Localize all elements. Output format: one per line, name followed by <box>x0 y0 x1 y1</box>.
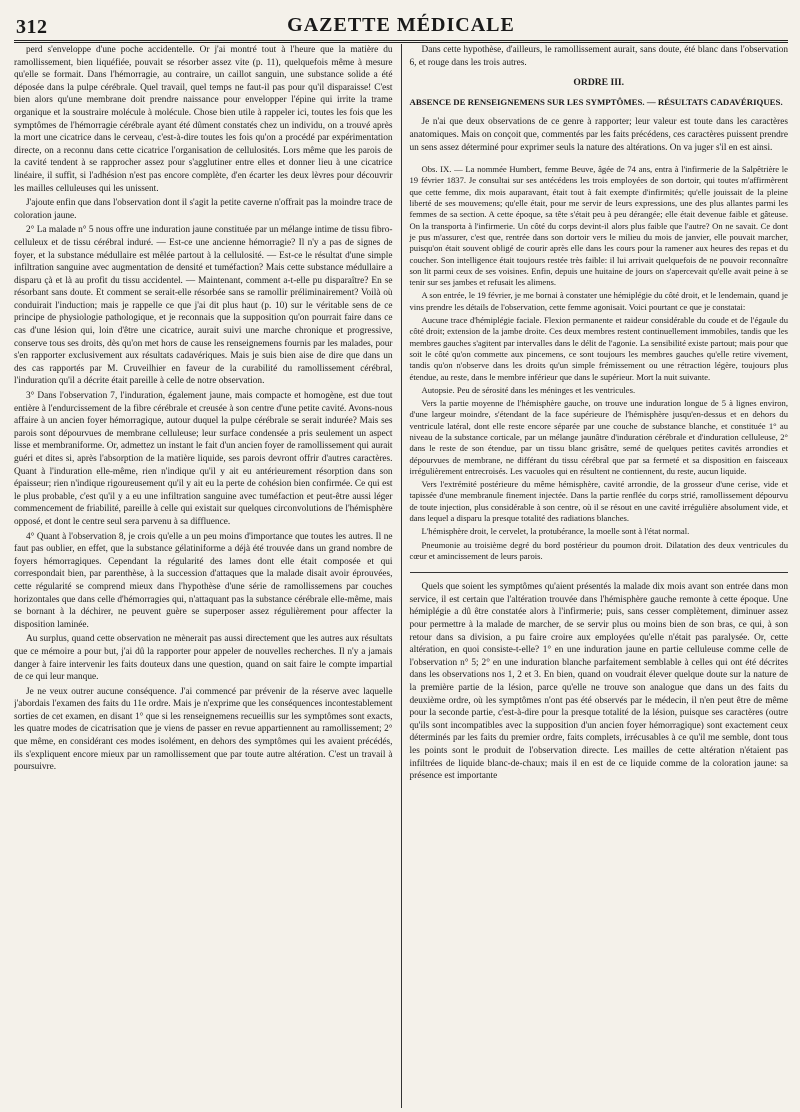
paragraph: perd s'enveloppe d'une poche accidentelle. Or j'ai montré tout à l'heure que la matière du ramollissement, bien liquéfiée, pouvait se résorber assez vite (p. 11), quelquefois même à mesure qu'elle se formait. Dans l'hémorragie, au contraire, un caillot sanguin, une substance solide a été déposée dans la pulpe cérébrale. Quel travail, quel temps ne faut-il pas pour qu'il disparaisse! C'est bien alors qu'une membrane doit prendre naissance pour envelopper l'épine qui irrite la trame organique et la soustraire molécule à molécule. Chose bien utile à rappeler ici, toutes les fois que les symptômes de l'hémorragie cérébrale ayant été dûment constatés chez un individu, on a trouvé après la mort une cicatrice dans le cerveau, c'est-à-dire toutes les fois qu'on a procédé par expérimentation directe, on a reconnu dans cette cicatrice l'organisation de cellulosités. Lors même que les parois de la cavité tendent à se rapprocher assez pour s'agglutiner entre elles et donner lieu à une cicatrice linéaire, il suffit, si l'adhésion n'est pas encore complète, d'en écarter les deux lèvres pour découvrir les mailles celluleuses qui les unissent. <box>14 45 393 194</box>
observation-paragraph: A son entrée, le 19 février, je me bornai à constater une hémiplégie du côté droit, et le lendemain, quand je vins prendre les détails de l'observation, cette femme agonisait. Voici pourtant ce que je constatai: <box>409 290 788 312</box>
autopsy-paragraph: L'hémisphère droit, le cervelet, la protubérance, la moelle sont à l'état normal. <box>421 526 690 537</box>
page-number: 312 <box>16 16 48 38</box>
paragraph: J'ajoute enfin que dans l'observation dont il s'agit la petite caverne n'offrait pas la moindre trace de coloration jaune. <box>14 198 393 221</box>
paragraph: 2° La malade n° 5 nous offre une induration jaune constituée par un mélange intime de tissu fibro-celluleux et de tissu cérébral induré. — Est-ce une ancienne hémorragie? Il n'y a pas de signes de foyer, et la substance médullaire est mêlée partout à la cellulosité. — Est-ce le résultat d'une simple infiltration sanguine avec augmentation de densité et tuméfaction? Mais cette substance médullaire a disparu çà et là au profit du tissu accidentel. — Maintenant, comment a-t-elle pu disparaître? En se résorbant sans doute. Et comment se serait-elle résorbée sans se ramollir préliminairement? Voilà où conduirait l'induction; mais je rappelle ce que j'ai dit plus haut (p. 10) sur le véritable sens de ce principe de physiologie pathologique, et je reconnais que la supposition qu'on pourrait faire dans ce cas d'une lésion qui, loin d'être une cicatrice, aurait suivi une marche chronique et progressive, conserve tous ses droits, dès qu'on met hors de cause les renseignemens fournis par les malades, pour s'en rapporter exclusivement aux résultats cadavériques. Mais je suis bien aise de dire que dans un des cas rapportés par M. Cruveilhier en faveur de la curabilité du ramollissement cérébral, l'induration qu'il a décrite était pareille à celle de notre observation. <box>14 225 393 387</box>
paragraph: Je ne veux outrer aucune conséquence. J'ai commencé par prévenir de la réserve avec laquelle j'abordais l'examen des faits du 11e ordre. Mais je n'exprime que les conséquences incontestablement sorties de cet examen, en disant 1° que si les renseignemens recueillis sur les symptômes sont exacts, les quatre modes de cicatrisation que je viens de passer en revue appartiennent au ramollissement; 2° que même, en considérant ces modes isolément, en dehors des symptômes qui les avaient précédés, ils s'expliquent encore mieux par un ramollissement que par toute autre altération. C'est un travail à poursuivre. <box>14 686 393 773</box>
paragraph: 4° Quant à l'observation 8, je crois qu'elle a un peu moins d'importance que toutes les autres. Il ne faut pas oublier, en effet, que la substance gélatiniforme a déjà été trouvée dans un grand nombre de foyers hémorragiques. Cependant la régularité des lames dont elle était composée et qui correspondait bien, par parenthèse, à la succession d'attaques que la malade disait avoir éprouvées, cette régularité se comprend mieux dans l'hypothèse d'une série de ramollissemens par couches horizontales que dans celle d'hémorragies qui, n'attaquant pas la substance cérébrale elle-même, mais se bornant à la déchirer, ne peuvent guère se superposer assez régulièrement pour affecter la disposition laminée. <box>14 531 393 630</box>
autopsy-paragraph: Vers l'extrémité postérieure du même hémisphère, cavité arrondie, de la grosseur d'une cerise, vide et tapissée d'une membranule finement injectée. Dans la partie renflée du corps strié, ramollissement dépourvu de toute injection, plus considérable à son centre, où il se résout en une cavité irrégulière absolument vide, et dans lequel a disparu la presque totalité des radiations blanches. <box>409 479 788 524</box>
autopsy-paragraph: Pneumonie au troisième degré du bord postérieur du poumon droit. Dilatation des deux ventricules du cœur et amincissement de leurs parois. <box>409 539 788 561</box>
divider <box>410 572 789 573</box>
observation-paragraph: Aucune trace d'hémiplégie faciale. Flexion permanente et raideur considérable du coude et de l'égaule du côté droit; extension de la jambe droite. Ces deux membres restent continuellement immobiles, tandis que les membres gauches s'agitent par intervalles dans le délit de l'agonie. La sensibilité existe partout; mais pour que soit le côté qu'on commette aux pincemens, ce sont toujours les membres gauches qu'elle retire vivement, tandis qu'on n'observe dans les droits qu'un simple frémissement ou une rétraction légère, toujours plus étendue, au reste, dans le membre inférieur que dans le supérieur. Mort la nuit suivante. <box>409 315 788 382</box>
spacer <box>410 156 789 164</box>
autopsy-paragraph: Autopsie. Peu de sérosité dans les méninges et les ventricules. <box>421 384 636 395</box>
left-column <box>14 44 401 1108</box>
observation-paragraph: Obs. IX. — La nommée Humbert, femme Beuve, âgée de 74 ans, entra à l'infirmerie de la Salpêtrière le 19 février 1837. Je consultai sur ses antécédens les trois employées de son dortoir, qui toutes m'affirmèrent que cette femme, dix mois auparavant, était tout à fait exempte d'infirmités; qu'elle jouissait de la pleine liberté de ses mouvemens; qu'elle était, pour me servir de leurs expressions, une des plus allantes parmi les femmes de sa section. A cette époque, sa tête s'était peu à peu dérangée; elle était devenue faible et gâteuse. On la transporta à l'infirmerie. Un côté du corps devint-il alors plus faible que l'autre? On ne savait. Ce dont je pus m'assurer, c'est que, rentrée dans son dortoir vers le milieu du mois de janvier, elle pouvait marcher, puisqu'on était souvent obligé de courir après elle dans les cours pour la ramener aux heures des repas et du coucher. Son intelligence était toujours restée très faible: il lui arrivait quelquefois de ne pouvoir reconnaître son lit parmi ceux de ses voisines. Enfin, depuis une huitaine de jours on s'apercevait qu'elle avait peine à se tenir sur ses jambes et refusait les alimens. <box>409 164 788 288</box>
text-columns <box>14 44 788 1108</box>
paragraph: Au surplus, quand cette observation ne mènerait pas aussi directement que les autres aux résultats que ce mémoire a pour but, j'ai dû la rapporter pour appeler de nouvelles recherches. Il n'y a jamais danger à faire intervenir les faits douteux dans une question, quand on sait faire le compte impartial de ce qui leur manque. <box>14 634 393 683</box>
paragraph: Je n'ai que deux observations de ce genre à rapporter; leur valeur est toute dans les caractères anatomiques. Mais on conçoit que, commentés par les faits précédens, ces caractères puissent prendre un sens assez déterminé pour exprimer seuls la nature des altérations. On va juger s'il en est ainsi. <box>409 117 788 153</box>
paragraph: Dans cette hypothèse, d'ailleurs, le ramollissement aurait, sans doute, été blanc dans l'observation 6, et rouge dans les trois autres. <box>409 45 788 68</box>
section-order-heading: ORDRE III. <box>573 77 625 89</box>
right-column <box>401 44 789 1108</box>
journal-title: GAZETTE MÉDICALE <box>287 14 515 36</box>
paragraph: Quels que soient les symptômes qu'aient présentés la malade dix mois avant son entrée dans mon service, il est certain que l'altération trouvée dans l'hémisphère gauche remonte à cette époque. Une hémiplégie a dû être constatée alors à l'infirmerie; puis, sans cesser complètement, diminuer assez pour permettre à la malade de marcher, de se servir plus ou moins bien de son bras, ce qui, à son retour dans sa division, a pu faire croire aux employées qu'elle n'était pas paralysée. Or, cette altération, en quoi consiste-t-elle? 1° en une induration jaune en partie celluleuse comme celle de l'observation n° 5; 2° en une induration blanche parfaitement semblable à celles qui ont été décrites dans les observations nos 1, 2 et 3. En bien, quand on voudrait élever quelque doute sur la nature de la première partie de la lésion, parce qu'elle ne trouve son analogue que dans un des faits du deuxième ordre, où les symptômes n'ont pas été observés par le médecin, il n'en peut être de même pour la seconde partie, c'est-à-dire pour la presque totalité de la lésion, puisque ses caractères (outre qu'ils sont incompatibles avec la supposition d'un ancien foyer hémorragique) sont exactement ceux déterminés par les faits du premier ordre, faits complets, irrécusables à ce qu'il me semble, dont tous les points sont le produit de l'observation directe. Les mailles de cette altération n'étaient pas infiltrées de liquide blanc-de-chaux; mais il en est de ce liquide comme de la coloration jaune: sa présence est importante <box>409 582 788 782</box>
section-subheading: ABSENCE DE RENSEIGNEMENS SUR LES SYMPTÔMES. — RÉSULTATS CADAVÉRIQUES. <box>409 96 783 107</box>
autopsy-paragraph: Vers la partie moyenne de l'hémisphère gauche, on trouve une induration longue de 5 à lignes environ, d'une largeur moindre, s'étendant de la face supérieure de l'hémisphère jusqu'en-dessus et en dehors du ventricule latéral, dont elle reste encore séparée par une couche de substance blanche, et constituée 1° au niveau de la substance corticale, par un mélange jaunâtre d'induration cérébrale et d'induration celluleuse, 2° dans le reste de son étendue, par un tissu blanc grisâtre, semé de quelques petites cavités arrondies et dépourvues de membrane, ne différant du tissu cérébral que par sa fermeté et sa disposition en faisceaux irrégulièrement entrecroisés. Les vacuoles qui en résultent ne contiennent, du reste, aucun liquide. <box>409 398 788 476</box>
paragraph: 3° Dans l'observation 7, l'induration, également jaune, mais compacte et homogène, est due tout entière à l'endurcissement de la fibre cérébrale et creusée à son centre d'une petite cavité. Avons-nous affaire à un ancien foyer hémorragique, autour duquel la pulpe cérébrale se serait indurée? Mais ses parois sont dépourvues de membrane celluleuse; leur surface condensée a pris seulement un aspect lisse et membraniforme. Or, admettez un instant le fait d'un ancien foyer de ramollissement qui aurait guéri et dites si, après l'absorption de la matière liquide, ses parois devront offrir d'autres caractères. Quant à l'induration elle-même, rien n'indique qu'il y ait eu antérieurement résorption dans son épaisseur; rien n'indique rigoureusement qu'il y ait eu la perte de cohésion bien confirmée. Ce qui est le plus probable, c'est qu'il y a eu une infiltration sanguine avec tuméfaction et peut-être aussi léger commencement de friabilité, pareille à celle qui existait sur quelques circonvolutions de l'hémisphère opposé, et dont le centre seul sera parvenu à sa diffluence. <box>14 391 393 527</box>
page-header <box>14 6 788 43</box>
